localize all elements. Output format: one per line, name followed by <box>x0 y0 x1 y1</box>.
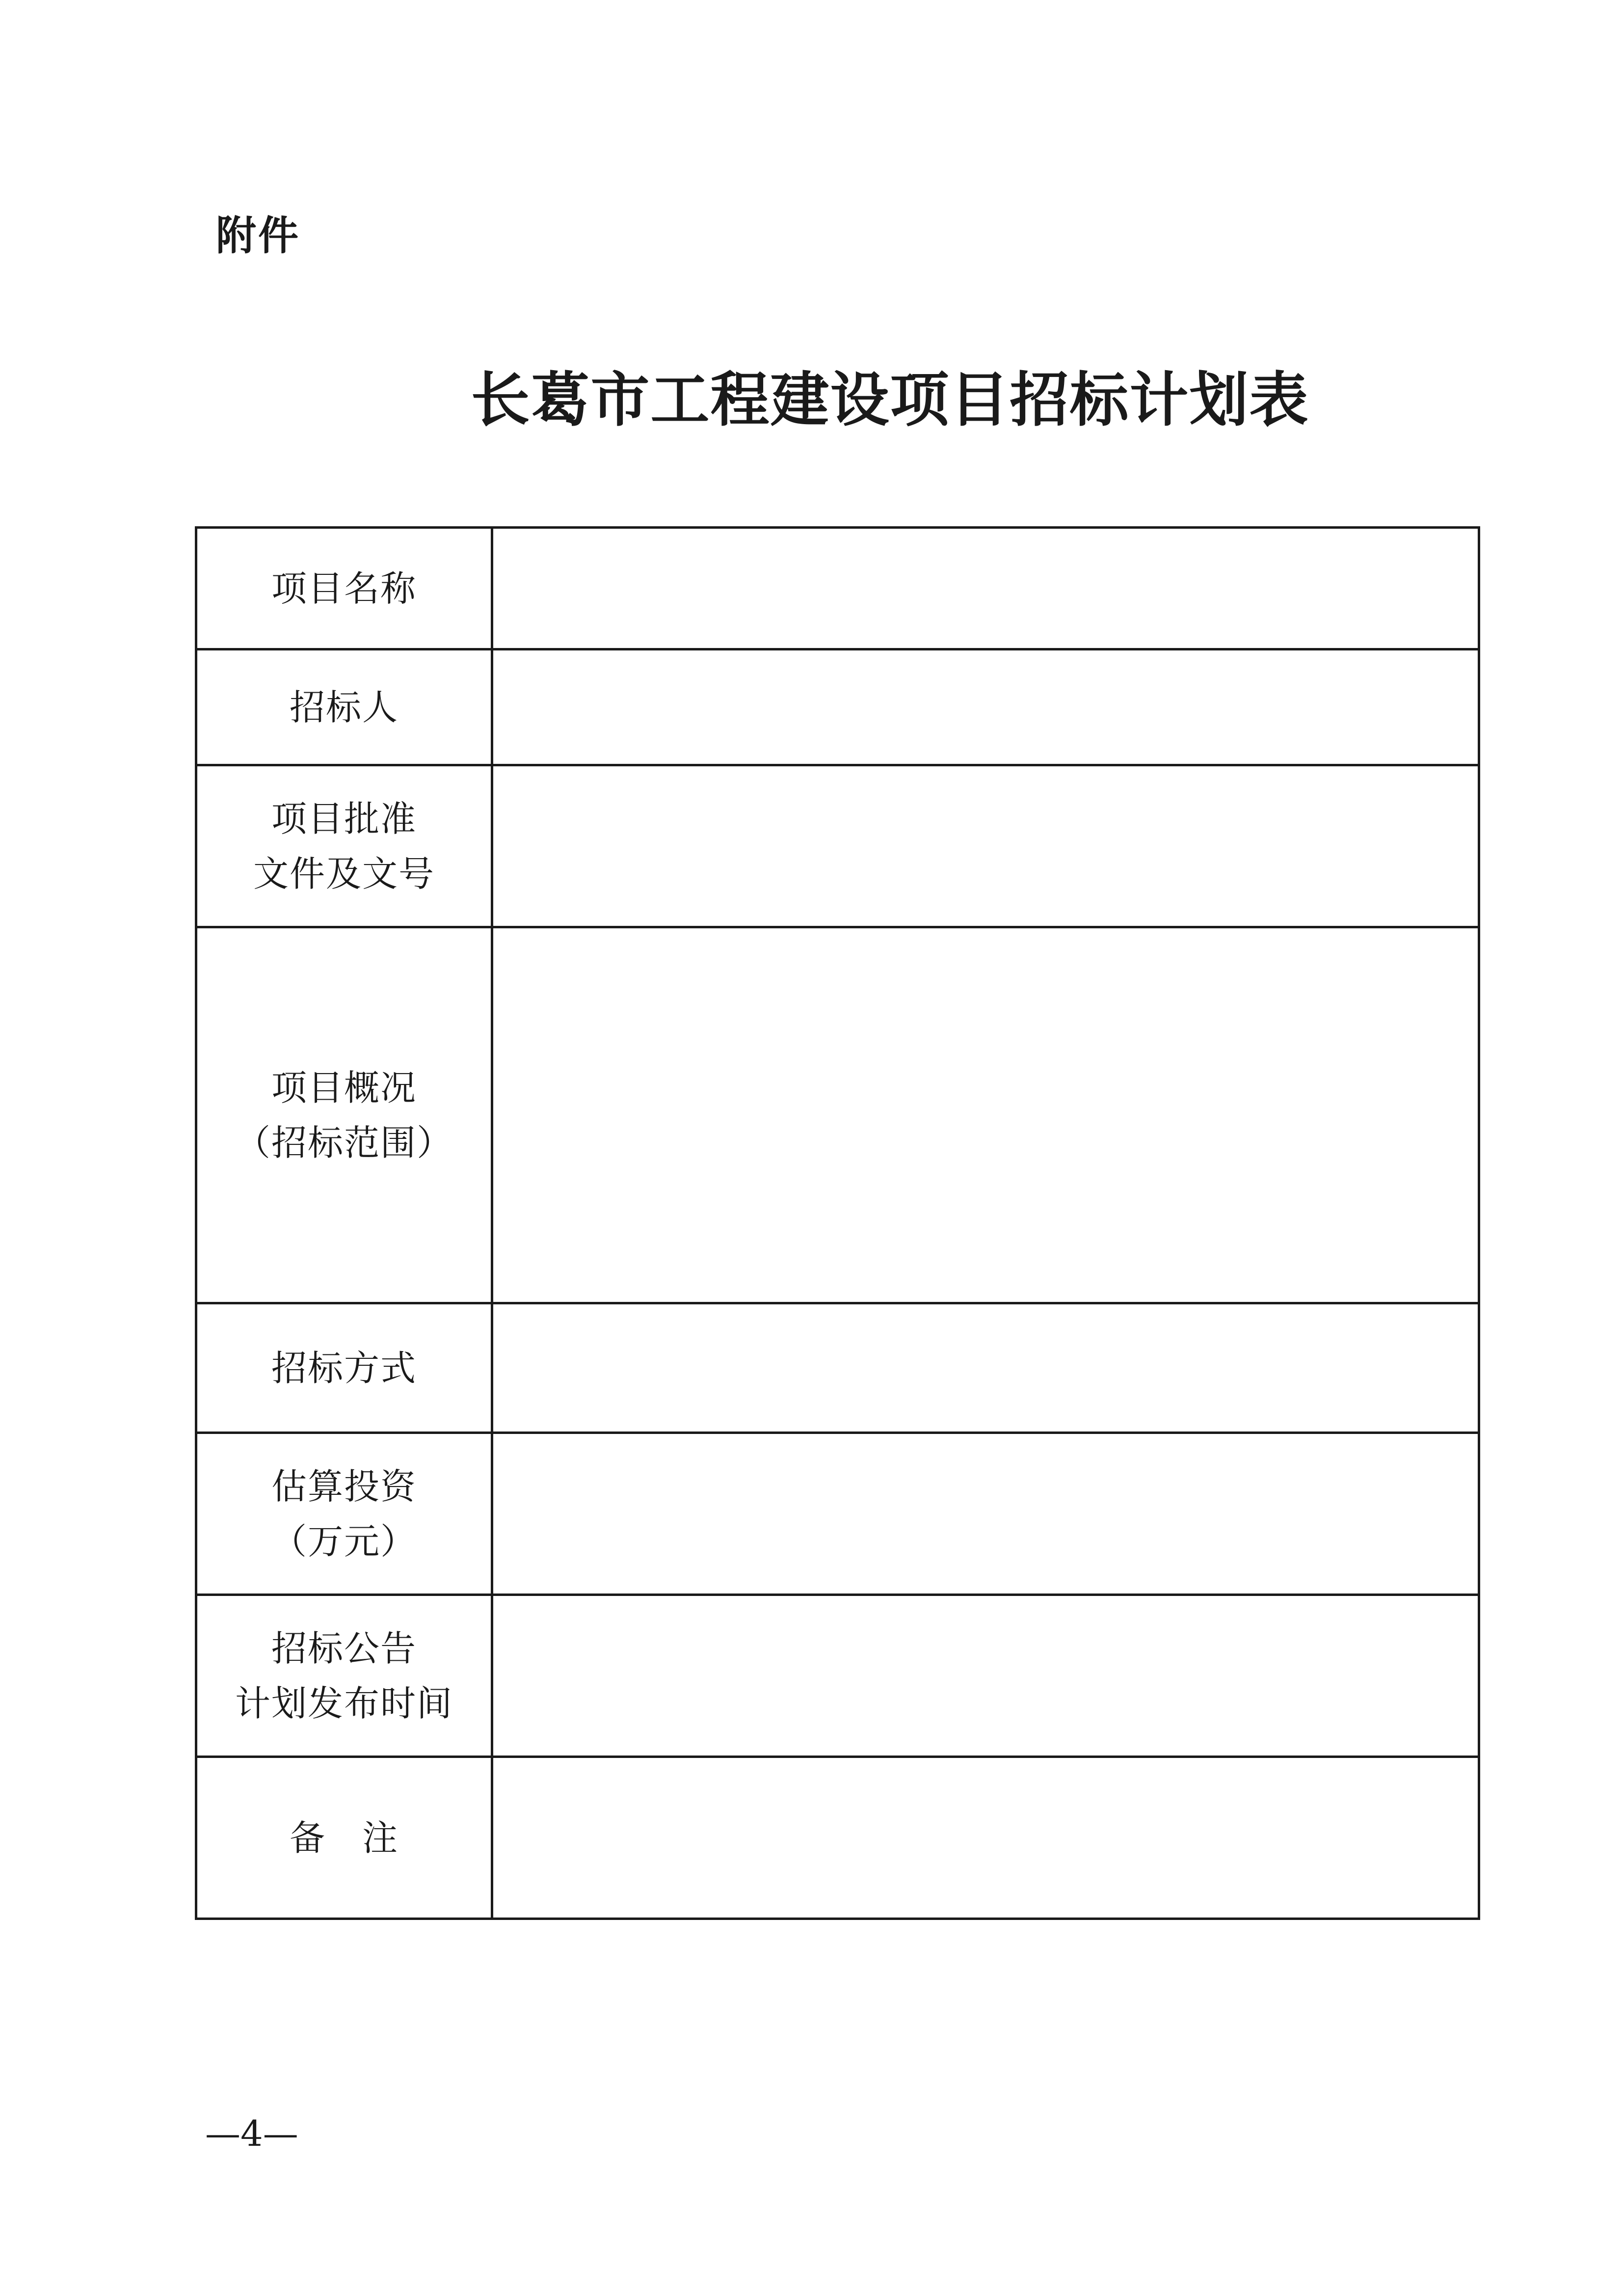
value-tender-method <box>492 1303 1479 1433</box>
value-project-name <box>492 528 1479 649</box>
table-row-tender-method <box>196 1303 1479 1433</box>
label-project-overview: 项目概况 （招标范围） <box>196 927 492 1303</box>
table-row-tenderer <box>196 649 1479 765</box>
document-title: 长葛市工程建设项目招标计划表 <box>471 365 1309 434</box>
table-row-project-name <box>196 528 1479 649</box>
value-tenderer <box>492 649 1479 765</box>
table-row-approval-document <box>196 765 1479 927</box>
label-project-name: 项目名称 <box>196 528 492 649</box>
label-announcement-time: 招标公告 计划发布时间 <box>196 1595 492 1757</box>
label-tender-method: 招标方式 <box>196 1303 492 1433</box>
value-project-overview <box>492 927 1479 1303</box>
label-tenderer: 招标人 <box>196 649 492 765</box>
value-announcement-time <box>492 1595 1479 1757</box>
attachment-label: 附件 <box>216 213 301 259</box>
table-row-estimated-investment <box>196 1433 1479 1595</box>
page-number: —4— <box>205 2113 298 2154</box>
table-row-remarks <box>196 1757 1479 1919</box>
tender-plan-table <box>195 526 1480 1920</box>
value-approval-document <box>492 765 1479 927</box>
label-approval-document: 项目批准 文件及文号 <box>196 765 492 927</box>
table-row-announcement-time <box>196 1595 1479 1757</box>
label-estimated-investment: 估算投资 （万元） <box>196 1433 492 1595</box>
value-remarks <box>492 1757 1479 1919</box>
label-remarks: 备 注 <box>196 1757 492 1919</box>
table-row-project-overview <box>196 927 1479 1303</box>
value-estimated-investment <box>492 1433 1479 1595</box>
